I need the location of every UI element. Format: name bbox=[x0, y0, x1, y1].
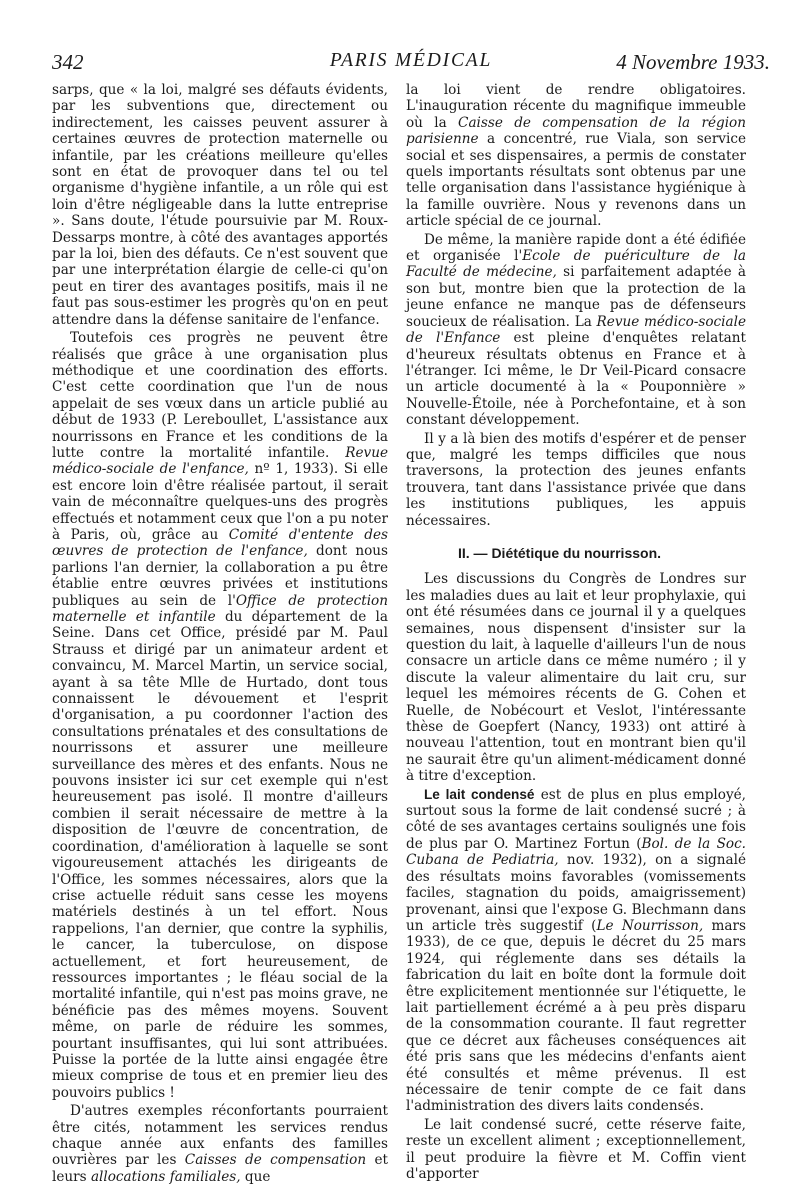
paragraph: Il y a là bien des motifs d'espérer et de penser que, malgré les temps difficiles que nous traversons, la protection des jeunes enfants trouvera, tant dans l'assistance privée que dans les institutions publiques, les appuis nécessaires. bbox=[406, 430, 746, 529]
left-column bbox=[52, 82, 388, 1185]
paragraph: sarps, que « la loi, malgré ses défauts évidents, par les subventions que, directement ou indirectement, les caisses peuvent assurer à certaines œuvres de protection maternelle ou infantile, par les créations meilleure qu'elles sont en état de provoquer dans tel ou tel organisme d'hygiène infantile, a un rôle qui est loin d'être négligeable dans la lutte entreprise ». Sans doute, l'étude poursuivie par M. Roux-Dessarps montre, à côté des avantages apportés par la loi, bien des défauts. Ce n'est souvent que par une interprétation élargie de celle-ci qu'on peut en tirer des avantages positifs, mais il ne faut pas sous-estimer les progrès qu'on en peut attendre dans la défense sanitaire de l'enfance. bbox=[52, 82, 388, 328]
issue-date: 4 Novembre 1933. bbox=[616, 50, 770, 74]
paragraph: Les discussions du Congrès de Londres sur les maladies dues au lait et leur prophylaxie, qui ont été résumées dans ce journal il y a quelques semaines, nous dispensent d'insister sur la question du lait, à laquelle d'ailleurs l'un de nous consacre un article dans ce même numéro ; il y discute la valeur alimentaire du lait cru, sur lequel les mémoires récents de G. Cohen et Ruelle, de Nobécourt et Veslot, l'intéressante thèse de Goepfert (Nancy, 1933) ont attiré à nouveau l'attention, tout en montrant bien qu'il ne saurait être qu'un aliment-médicament donné à titre d'exception. bbox=[406, 571, 746, 785]
journal-title: PARIS MÉDICAL bbox=[329, 50, 493, 71]
page-number: 342 bbox=[52, 50, 84, 74]
running-header bbox=[52, 50, 770, 78]
paragraph: la loi vient de rendre obligatoires. L'inauguration récente du magnifique immeuble où la Caisse de compensation de la région parisienne a concentré, rue Viala, son service social et ses dispensaires, a permis de constater quels importants résultats sont obtenus par une telle organisation dans l'assistance hygiénique à la famille ouvrière. Nous y revenons dans un article spécial de ce journal. bbox=[406, 82, 746, 230]
paragraph: Toutefois ces progrès ne peuvent être réalisés que grâce à une organisation plus méthodique et une coordination des efforts. C'est cette coordination que l'un de nous appelait de ses vœux dans un article publié au début de 1933 (P. Lereboullet, L'assistance aux nourrissons en France et les conditions de la lutte contre la mortalité infantile. Revue médico-sociale de l'enfance, nº 1, 1933). Si elle est encore loin d'être réalisée partout, il serait vain de méconnaître quelques-uns des progrès effectués et notamment ceux que l'on a pu noter à Paris, où, grâce au Comité d'entente des œuvres de protection de l'enfance, dont nous parlions l'an dernier, la collaboration a pu être établie entre œuvres privées et institutions publiques au sein de l'Office de protection maternelle et infantile du département de la Seine. Dans cet Office, présidé par M. Paul Strauss et dirigé par un animateur ardent et convaincu, M. Marcel Martin, un service social, ayant à sa tête Mlle de Hurtado, dont tous connaissent le dévouement et l'esprit d'organisation, a pu coordonner l'action des consultations prénatales et des consultations de nourrissons et assurer une meilleure surveillance des mères et des enfants. Nous ne pouvons insister ici sur cet exemple qui n'est heureusement pas isolé. Il montre d'ailleurs combien il serait nécessaire de mettre à la disposition de l'œuvre de concentration, de coordination, d'amélioration à laquelle se sont vigoureusement attachés les dirigeants de l'Office, les sommes nécessaires, alors que la crise actuelle réduit sans cesse les moyens matériels destinés à un tel effort. Nous rappelions, l'an dernier, que contre la syphilis, le cancer, la tuberculose, on dispose actuellement, et fort heureusement, de ressources importantes ; le fléau social de la mortalité infantile, qui n'est pas moins grave, ne bénéficie pas des mêmes moyens. Souvent même, on parle de réduire les sommes, pourtant insuffisantes, qui lui sont attribuées. Puisse la portée de la lutte ainsi engagée être mieux comprise de tous et en premier lieu des pouvoirs publics ! bbox=[52, 330, 389, 1101]
right-column bbox=[406, 82, 746, 1182]
section-heading: II. — Diététique du nourrisson. bbox=[458, 544, 662, 561]
paragraph: Le lait condensé sucré, cette réserve faite, reste un excellent aliment ; exceptionnellement, il peut produire la fièvre et M. Coffin vient d'apporter bbox=[406, 1116, 746, 1182]
bold-term: Le lait condensé bbox=[424, 786, 535, 802]
paragraph: D'autres exemples réconfortants pourraient être cités, notamment les services rendus chaque année aux enfants des familles ouvrières par les Caisses de compensation et leurs allocations familiales, que bbox=[52, 1103, 388, 1185]
paragraph: Le lait condensé est de plus en plus employé, surtout sous la forme de lait condensé sucré ; à côté de ses avantages certains soulignés une fois de plus par O. Martinez Fortun (Bol. de la Soc. Cubana de Pediatria, nov. 1932), on a signalé des résultats moins favorables (vomissements faciles, stagnation du poids, amaigrissement) provenant, ainsi que l'expose G. Blechmann dans un article très suggestif (Le Nourrisson, mars 1933), de ce que, depuis le décret du 25 mars 1924, qui réglemente dans ses détails la fabrication du lait en boîte dont la formule doit être explicitement mentionnée sur l'étiquette, le lait partiellement écrémé a à peu près disparu de la consommation courante. Il faut regretter que ce décret aux fâcheuses conséquences ait été pris sans que les médecins d'enfants aient été consultés et même prévenus. Il est nécessaire de tenir compte de ce fait dans l'administration des divers laits condensés. bbox=[406, 786, 746, 1115]
paragraph: De même, la manière rapide dont a été édifiée et organisée l'Ecole de puériculture de la Faculté de médecine, si parfaitement adaptée à son but, montre bien que la protection de la jeune enfance ne manque pas de défenseurs soucieux de réalisation. La Revue médico-sociale de l'Enfance est pleine d'enquêtes relatant d'heureux résultats obtenus en France et à l'étranger. Ici même, le Dr Veil-Picard consacre un article documenté à la « Pouponnière » Nouvelle-Étoile, née à Porchefontaine, et à son constant développement. bbox=[406, 231, 747, 429]
